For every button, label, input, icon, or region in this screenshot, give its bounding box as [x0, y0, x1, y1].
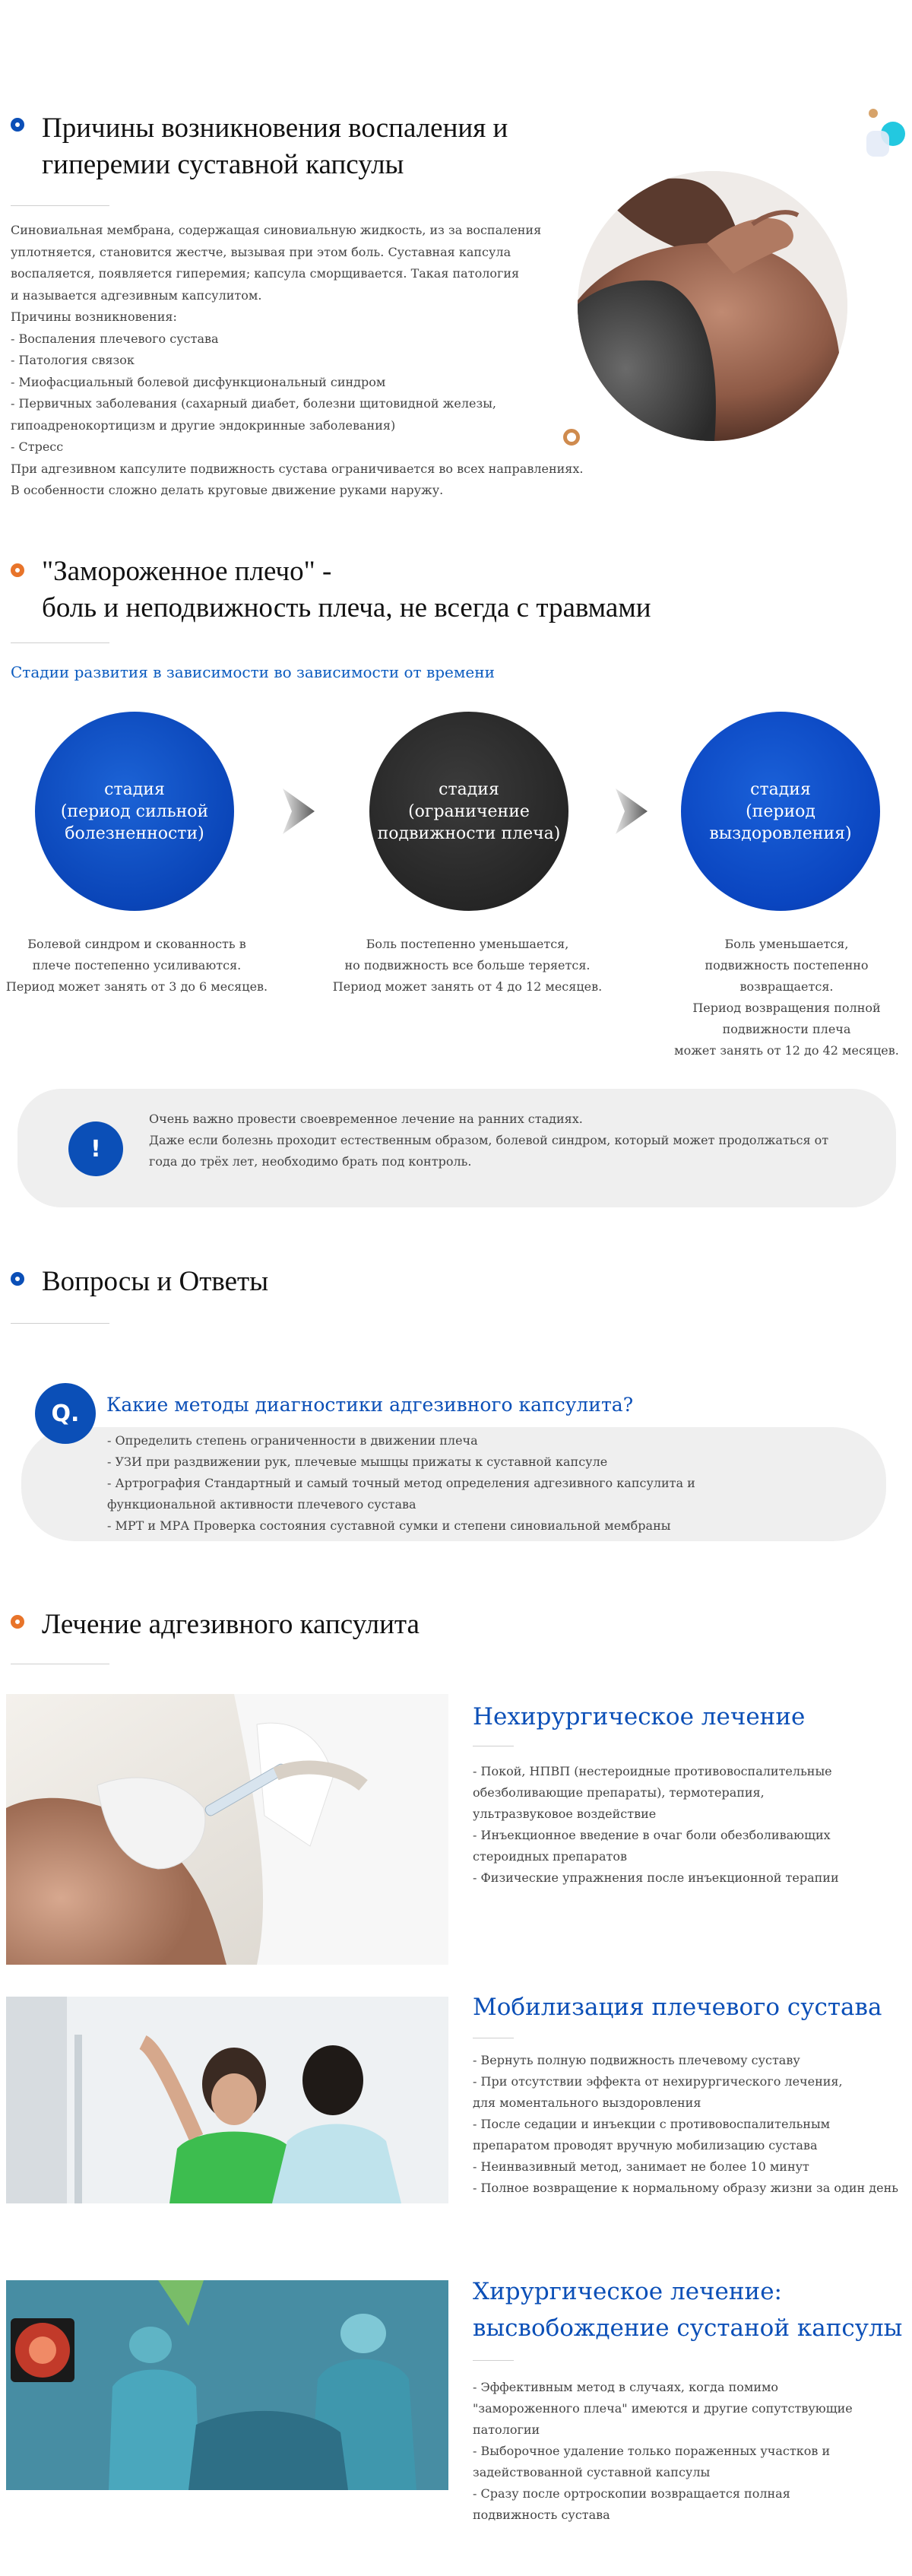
- faq-answer-line: - МРТ и МРА Проверка состояния суставной сумки и степени синовиальной мембраны: [107, 1518, 671, 1533]
- note-line: Очень важно провести своевременное лечение на ранних стадиях.: [149, 1112, 583, 1126]
- stage-desc-line: Период может занять от 4 до 12 месяцев.: [332, 979, 603, 994]
- causes-title-line1: Причины возникновения воспаления и: [42, 113, 508, 144]
- treatment-list-line: - Физические упражнения после инъекционной терапии: [473, 1870, 839, 1885]
- section-bullet-icon: [11, 1615, 24, 1629]
- causes-line: - Стресс: [11, 439, 64, 454]
- treatment-list-line: - Неинвазивный метод, занимает не более 10 минут: [473, 2159, 809, 2174]
- stage-2-description: [327, 934, 608, 998]
- shoulder-photo-illustration: [578, 171, 847, 441]
- faq-divider: [11, 1323, 109, 1324]
- treatment-list-line: - Выборочное удаление только пораженных участков и: [473, 2444, 831, 2458]
- faq-answer-line: - Определить степень ограниченности в движении плеча: [107, 1433, 478, 1448]
- nonsurgical-list: [473, 1761, 839, 1889]
- treatment-title-line: высвобождение сустаной капсулы: [473, 2314, 903, 2342]
- treatment-list-line: ультразвуковое воздействие: [473, 1807, 657, 1821]
- stage-label: (ограничение: [408, 801, 530, 821]
- section-bullet-icon: [11, 118, 24, 132]
- treatment-title-line: Мобилизация плечевого сустава: [473, 1994, 882, 2021]
- surgery-photo: [6, 2280, 448, 2490]
- treatment-list-line: задействованной суставной капсулы: [473, 2465, 711, 2479]
- causes-line: - Воспаления плечевого сустава: [11, 331, 219, 346]
- treatment-list-line: - Инъекционное введение в очаг боли обезболивающих: [473, 1828, 831, 1842]
- injection-therapy-photo: [6, 1694, 448, 1965]
- section-bullet-icon: [11, 1272, 24, 1286]
- causes-line: - Патология связок: [11, 353, 135, 367]
- chevron-right-icon: [613, 787, 651, 836]
- treatment-list-line: - Вернуть полную подвижность плечевому суставу: [473, 2053, 800, 2067]
- nonsurgical-title: [473, 1699, 805, 1735]
- stage-desc-line: но подвижность все больше теряется.: [344, 958, 591, 972]
- causes-line: - Миофасциальный болевой дисфункциональный синдром: [11, 374, 386, 389]
- stages-heading: Стадии развития в зависимости во зависимости от времени: [11, 663, 495, 681]
- stage-1-circle: [35, 712, 234, 911]
- stage-label: болезненности): [65, 823, 204, 843]
- surgical-title: [473, 2273, 902, 2346]
- stage-label: стадия: [439, 779, 499, 799]
- surgical-list: [473, 2377, 853, 2526]
- treatment-list-line: подвижность сустава: [473, 2508, 610, 2522]
- important-note-text: [149, 1109, 828, 1172]
- chevron-right-icon: [280, 787, 318, 836]
- treatment-item-divider: [473, 2360, 514, 2361]
- stage-desc-line: подвижности плеча: [722, 1022, 851, 1036]
- treatment-list-line: - При отсутствии эффекта от нехирургического лечения,: [473, 2074, 843, 2089]
- injection-photo-illustration: [6, 1694, 448, 1965]
- mobilization-photo-illustration: [6, 1997, 448, 2203]
- note-line: Даже если болезнь проходит естественным образом, болевой синдром, который может продолжаться от: [149, 1133, 829, 1147]
- faq-answer-line: - УЗИ при раздвижении рук, плечевые мышцы прижаты к суставной капсуле: [107, 1455, 608, 1469]
- causes-line: При адгезивном капсулите подвижность сустава ограничивается во всех направлениях.: [11, 461, 584, 476]
- causes-line: гипоадренокортицизм и другие эндокринные заболевания): [11, 417, 396, 433]
- section-bullet-icon: [11, 563, 24, 577]
- treatment-list-line: - Эффективным метод в случаях, когда помимо: [473, 2380, 779, 2394]
- causes-line: Причины возникновения:: [11, 309, 177, 324]
- faq-title: Вопросы и Ответы: [42, 1266, 269, 1297]
- faq-answer-line: функциональной активности плечевого сустава: [107, 1497, 416, 1512]
- treatment-list-line: для моментального выздоровления: [473, 2095, 701, 2110]
- shoulder-pain-photo: [578, 171, 847, 441]
- stage-3-circle: [681, 712, 880, 911]
- treatment-list-line: препаратом проводят вручную мобилизацию сустава: [473, 2138, 818, 2152]
- stage-label: стадия: [104, 779, 165, 799]
- stage-label: стадия: [750, 779, 811, 799]
- decor-dot-icon: [866, 131, 889, 157]
- frozen-title-line2: боль и неподвижность плеча, не всегда с травмами: [42, 592, 651, 623]
- stage-label: выздоровления): [709, 823, 852, 843]
- stage-label: подвижности плеча): [377, 823, 561, 843]
- stage-desc-line: Период может занять от 3 до 6 месяцев.: [5, 979, 268, 994]
- mobilization-title: [473, 1989, 882, 2026]
- causes-paragraph: [11, 220, 584, 502]
- stage-3-description: [669, 934, 904, 1061]
- decor-ring-icon: [563, 429, 580, 446]
- surgery-photo-illustration: [6, 2280, 448, 2490]
- treatment-title-line: Хирургическое лечение:: [473, 2278, 782, 2305]
- stage-desc-line: может занять от 12 до 42 месяцев.: [674, 1043, 899, 1058]
- treatment-list-line: стероидных препаратов: [473, 1849, 628, 1864]
- mobilization-photo: [6, 1997, 448, 2203]
- treatment-list-line: обезболивающие препараты), термотерапия,: [473, 1785, 765, 1800]
- causes-title-line2: гиперемии суставной капсулы: [42, 149, 404, 180]
- frozen-title-line1: "Замороженное плечо" -: [42, 556, 332, 587]
- exclamation-icon: !: [68, 1121, 123, 1176]
- mobilization-list: [473, 2050, 898, 2199]
- causes-divider: [11, 205, 109, 206]
- stage-label: (период сильной: [60, 801, 209, 821]
- treatment-list-line: - Покой, НПВП (нестероидные противовоспалительные: [473, 1764, 832, 1778]
- treatment-list-line: "замороженного плеча" имеются и другие сопутствующие: [473, 2401, 853, 2416]
- question-icon: Q.: [35, 1383, 96, 1444]
- faq-question: Какие методы диагностики адгезивного капсулита?: [106, 1394, 634, 1416]
- treatment-title: Лечение адгезивного капсулита: [42, 1609, 420, 1640]
- stage-label: (период: [746, 801, 815, 821]
- stage-desc-line: плече постепенно усиливаются.: [32, 958, 242, 972]
- treatment-list-line: - Сразу после ортроскопии возвращается полная: [473, 2486, 790, 2501]
- treatment-list-line: - После седации и инъекции с противовоспалительным: [473, 2117, 831, 2131]
- stage-desc-line: подвижность постепенно: [705, 958, 869, 972]
- causes-line: уплотняется, становится жестче, вызывая при этом боль. Суставная капсула: [11, 244, 511, 259]
- faq-answer-line: - Артрография Стандартный и самый точный метод определения адгезивного капсулита и: [107, 1476, 695, 1490]
- stage-desc-line: возвращается.: [739, 979, 834, 994]
- stage-2-circle: [369, 712, 568, 911]
- causes-line: - Первичных заболевания (сахарный диабет, болезни щитовидной железы,: [11, 396, 497, 411]
- treatment-title-line: Нехирургическое лечение: [473, 1703, 806, 1731]
- decor-dot-icon: [869, 109, 878, 118]
- causes-line: воспаляется, появляется гиперемия; капсула сморщивается. Такая патология: [11, 266, 520, 281]
- treatment-list-line: патологии: [473, 2422, 540, 2437]
- faq-answer-list: [107, 1430, 695, 1537]
- stage-desc-line: Болевой синдром и скованность в: [27, 937, 246, 951]
- treatment-list-line: - Полное возвращение к нормальному образу жизни за один день: [473, 2181, 898, 2195]
- stage-desc-line: Боль уменьшается,: [724, 937, 849, 951]
- stage-desc-line: Период возвращения полной: [692, 1001, 881, 1015]
- note-line: года до трёх лет, необходимо брать под контроль.: [149, 1154, 472, 1169]
- causes-line: Синовиальная мембрана, содержащая синовиальную жидкость, из за воспаления: [11, 223, 542, 237]
- stage-desc-line: Боль постепенно уменьшается,: [366, 937, 569, 951]
- causes-line: В особенности сложно делать круговые движение руками наружу.: [11, 483, 444, 497]
- stage-1-description: [0, 934, 274, 998]
- causes-line: и называется адгезивным капсулитом.: [11, 287, 262, 303]
- frozen-divider: [11, 642, 109, 643]
